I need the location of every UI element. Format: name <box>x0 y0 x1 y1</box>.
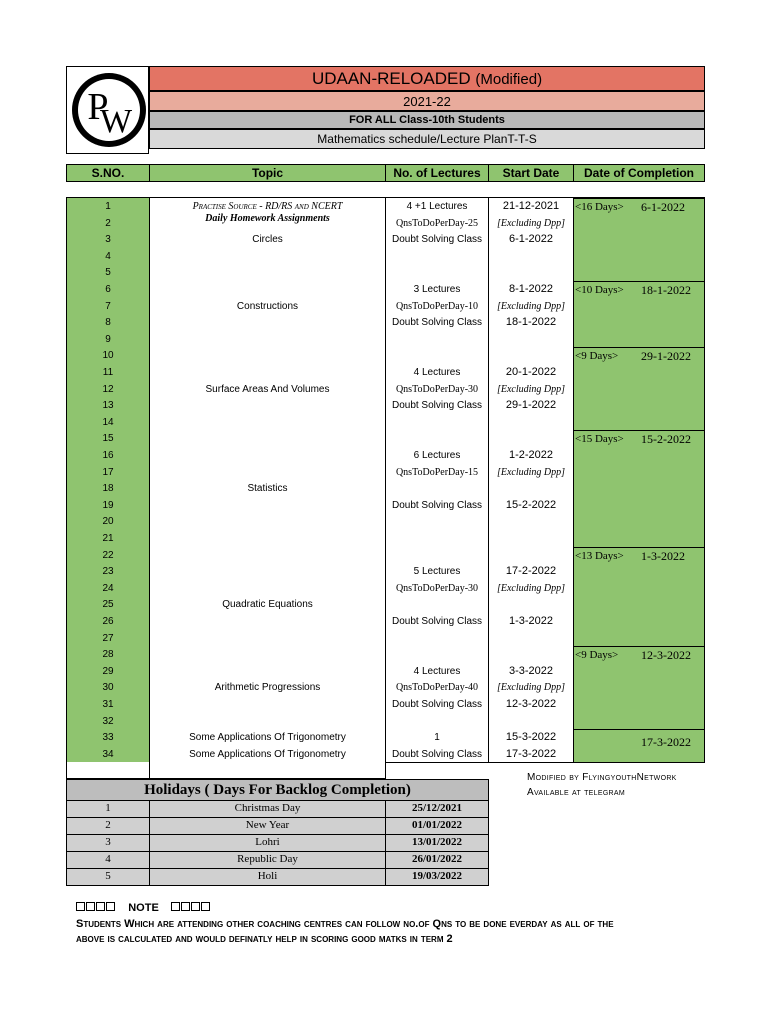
cell-topic-text: Constructions <box>236 301 299 312</box>
cell-lec-text: Doubt Solving Class <box>391 749 483 760</box>
cell-lec-text: Doubt Solving Class <box>391 616 483 627</box>
cell-sno-text: 32 <box>102 716 114 727</box>
cell-lec <box>385 414 489 431</box>
cell-sno-text: 16 <box>102 450 114 461</box>
cell-lec-text: Doubt Solving Class <box>391 317 483 328</box>
holiday-name: Holi <box>149 869 386 886</box>
holiday-date: 13/01/2022 <box>385 835 489 852</box>
cell-topic <box>149 331 386 348</box>
completion-days: <13 Days> <box>575 550 624 562</box>
svg-text:W: W <box>99 103 133 140</box>
cell-topic-text: Surface Areas And Volumes <box>205 384 330 395</box>
cell-lec-text: QnsToDoPerDay-10 <box>395 301 479 312</box>
cell-start <box>488 596 574 614</box>
cell-lec-text: 4 +1 Lectures <box>406 201 468 212</box>
cell-start-text: 17-2-2022 <box>505 565 557 577</box>
cell-lec-text: QnsToDoPerDay-30 <box>395 384 479 395</box>
cell-topic <box>149 547 386 564</box>
title-text: UDAAN-RELOADED <box>311 69 471 88</box>
cell-start <box>488 646 574 664</box>
cell-lec-text: 6 Lectures <box>413 450 461 461</box>
col-header-lectures: No. of Lectures <box>385 164 489 182</box>
cell-topic <box>149 447 386 465</box>
cell-sno-text: 4 <box>105 251 111 262</box>
cell-sno-text: 1 <box>105 201 111 212</box>
title-suffix: (Modified) <box>475 71 543 88</box>
cell-sno-text: 12 <box>102 384 114 395</box>
cell-start-text: 1-3-2022 <box>508 615 554 627</box>
cell-sno-text: 2 <box>105 218 111 229</box>
box-icon <box>171 902 180 911</box>
credit-line-1: Modified by FlyingyouthNetwork <box>527 772 677 783</box>
cell-lec <box>385 513 489 531</box>
cell-topic-text: Statistics <box>247 483 288 494</box>
cell-lec-text: QnsToDoPerDay-30 <box>395 583 479 594</box>
cell-topic-text: Quadratic Equations <box>222 599 313 610</box>
cell-start-text: [Excluding Dpp] <box>496 682 566 693</box>
cell-topic <box>149 580 386 597</box>
cell-start <box>488 264 574 282</box>
cell-topic <box>149 347 386 365</box>
cell-topic <box>149 513 386 531</box>
cell-start <box>488 547 574 564</box>
cell-lec <box>385 646 489 664</box>
cell-sno-text: 15 <box>102 433 114 444</box>
holiday-date: 26/01/2022 <box>385 852 489 869</box>
cell-sno-text: 22 <box>102 550 114 561</box>
completion-days: <10 Days> <box>575 284 624 296</box>
holiday-no: 2 <box>66 818 150 835</box>
cell-start <box>488 347 574 365</box>
cell-sno-text: 28 <box>102 649 114 660</box>
cell-sno-text: 8 <box>105 317 111 328</box>
subtitle-banner: Mathematics schedule/Lecture PlanT-T-S <box>149 129 705 149</box>
cell-lec <box>385 347 489 365</box>
box-icon <box>96 902 105 911</box>
note-heading <box>76 901 676 916</box>
cell-start <box>488 414 574 431</box>
cell-sno-text: 17 <box>102 467 114 478</box>
cell-sno-text: 3 <box>105 234 111 245</box>
cell-lec <box>385 248 489 265</box>
cell-sno-text: 6 <box>105 284 111 295</box>
cell-start-text: 8-1-2022 <box>508 283 554 295</box>
completion-days: <16 Days> <box>575 201 624 213</box>
cell-lec <box>385 331 489 348</box>
cell-topic-text: Some Applications Of Trigonometry <box>189 749 346 760</box>
box-icon <box>76 902 85 911</box>
cell-topic <box>149 646 386 664</box>
cell-lec-text: Doubt Solving Class <box>391 500 483 511</box>
completion-date: 6-1-2022 <box>641 200 685 214</box>
cell-topic <box>149 464 386 481</box>
cell-sno-text: 19 <box>102 500 114 511</box>
note-text: Students Which are attending other coaching centres can follow no.of Qns to be done everday as all of the above is calculated and would definatly help in scoring good matks in term 2 <box>76 918 614 945</box>
cell-sno-text: 30 <box>102 682 114 693</box>
cell-sno-text: 34 <box>102 749 114 760</box>
cell-start-text: 1-2-2022 <box>508 449 554 461</box>
holiday-date: 25/12/2021 <box>385 801 489 818</box>
cell-sno-text: 21 <box>102 533 114 544</box>
cell-start-text: [Excluding Dpp] <box>496 384 566 395</box>
cell-sno-text: 20 <box>102 516 114 527</box>
completion-date: 12-3-2022 <box>641 648 691 662</box>
cell-lec <box>385 596 489 614</box>
cell-topic <box>149 397 386 415</box>
cell-topic <box>149 364 386 382</box>
cell-sno-text: 9 <box>105 334 111 345</box>
cell-start-text: 20-1-2022 <box>505 366 557 378</box>
cell-start-text: 15-3-2022 <box>505 731 557 743</box>
cell-sno-text: 25 <box>102 599 114 610</box>
cell-lec-text: 1 <box>434 732 440 743</box>
cell-topic-text: Circles <box>252 234 283 245</box>
completion-days: <9 Days> <box>575 350 619 362</box>
cell-lec-text: QnsToDoPerDay-25 <box>395 218 479 229</box>
cell-lec-text: QnsToDoPerDay-15 <box>395 467 479 478</box>
page-title <box>149 66 705 91</box>
audience-banner: FOR ALL Class-10th Students <box>149 111 705 129</box>
completion-date: 17-3-2022 <box>641 735 691 749</box>
cell-sno-text: 10 <box>102 350 114 361</box>
holiday-name: New Year <box>149 818 386 835</box>
cell-sno-text: 23 <box>102 566 114 577</box>
cell-start-text: 21-12-2021 <box>502 200 560 212</box>
cell-lec <box>385 264 489 282</box>
cell-topic <box>149 630 386 647</box>
completion-date: 29-1-2022 <box>641 349 691 363</box>
cell-start-text: 17-3-2022 <box>505 748 557 760</box>
cell-start <box>488 713 574 730</box>
pw-logo <box>71 69 147 151</box>
holiday-no: 1 <box>66 801 150 818</box>
cell-lec-text: 3 Lectures <box>413 284 461 295</box>
holidays-title: Holidays ( Days For Backlog Completion) <box>66 779 489 801</box>
cell-start <box>488 430 574 448</box>
cell-sno-text: 18 <box>102 483 114 494</box>
cell-topic <box>149 281 386 299</box>
col-header-topic: Topic <box>149 164 386 182</box>
cell-lec <box>385 480 489 498</box>
cell-start-text: [Excluding Dpp] <box>496 583 566 594</box>
cell-lec <box>385 430 489 448</box>
box-icon <box>86 902 95 911</box>
cell-lec-text: Doubt Solving Class <box>391 234 483 245</box>
cell-topic-text: Practise Source - RD/RS and NCERT <box>192 201 343 212</box>
box-icon <box>106 902 115 911</box>
col-header-completion: Date of Completion <box>573 164 705 182</box>
cell-sno-text: 5 <box>105 267 111 278</box>
cell-sno-text: 11 <box>102 367 114 378</box>
holiday-date: 19/03/2022 <box>385 869 489 886</box>
cell-sno-text: 29 <box>102 666 114 677</box>
col-header-start: Start Date <box>488 164 574 182</box>
cell-topic <box>149 414 386 431</box>
cell-start <box>488 248 574 265</box>
cell-start <box>488 480 574 498</box>
cell-lec-text: Doubt Solving Class <box>391 699 483 710</box>
cell-sno-text: 33 <box>102 732 114 743</box>
cell-topic <box>149 613 386 631</box>
cell-topic <box>149 314 386 332</box>
cell-topic <box>149 248 386 265</box>
cell-sno-text: 26 <box>102 616 114 627</box>
cell-start-text: 3-3-2022 <box>508 665 554 677</box>
cell-blank <box>66 762 150 779</box>
cell-start <box>488 530 574 548</box>
holiday-no: 5 <box>66 869 150 886</box>
cell-sno-text: 27 <box>102 633 114 644</box>
cell-topic <box>149 563 386 581</box>
cell-lec-text: 4 Lectures <box>413 666 461 677</box>
cell-start-text: [Excluding Dpp] <box>496 218 566 229</box>
cell-blank <box>149 762 386 779</box>
holiday-name: Christmas Day <box>149 801 386 818</box>
completion-date: 1-3-2022 <box>641 549 685 563</box>
cell-start <box>488 331 574 348</box>
holiday-date: 01/01/2022 <box>385 818 489 835</box>
cell-sno-text: 7 <box>105 301 111 312</box>
holiday-name: Lohri <box>149 835 386 852</box>
cell-topic <box>149 696 386 714</box>
svg-text:P: P <box>87 86 109 128</box>
note-label: NOTE <box>128 902 159 914</box>
box-icon <box>201 902 210 911</box>
cell-start-text: 18-1-2022 <box>505 316 557 328</box>
cell-start-text: 15-2-2022 <box>505 499 557 511</box>
cell-lec <box>385 530 489 548</box>
credit-line-2: Available at telegram <box>527 787 626 798</box>
cell-lec <box>385 547 489 564</box>
cell-lec-text: 4 Lectures <box>413 367 461 378</box>
cell-lec-text: QnsToDoPerDay-40 <box>395 682 479 693</box>
cell-start-text: 29-1-2022 <box>505 399 557 411</box>
completion-date: 18-1-2022 <box>641 283 691 297</box>
cell-lec-text: 5 Lectures <box>413 566 461 577</box>
box-icon <box>181 902 190 911</box>
cell-lec-text: Doubt Solving Class <box>391 400 483 411</box>
cell-topic-text: Daily Homework Assignments <box>205 213 330 224</box>
cell-start-text: 6-1-2022 <box>508 233 554 245</box>
holiday-no: 4 <box>66 852 150 869</box>
cell-start-text: [Excluding Dpp] <box>496 467 566 478</box>
cell-lec <box>385 713 489 730</box>
year-banner: 2021-22 <box>149 91 705 111</box>
completion-date: 15-2-2022 <box>641 432 691 446</box>
cell-sno-text: 14 <box>102 417 114 428</box>
box-icon <box>191 902 200 911</box>
completion-days: <15 Days> <box>575 433 624 445</box>
holiday-no: 3 <box>66 835 150 852</box>
cell-start-text: [Excluding Dpp] <box>496 301 566 312</box>
cell-topic <box>149 430 386 448</box>
completion-days: <9 Days> <box>575 649 619 661</box>
cell-topic <box>149 713 386 730</box>
cell-topic <box>149 264 386 282</box>
logo-cell <box>66 66 149 154</box>
cell-topic-text: Some Applications Of Trigonometry <box>189 732 346 743</box>
cell-start <box>488 630 574 647</box>
cell-topic-text: Arithmetic Progressions <box>214 682 321 693</box>
cell-topic <box>149 497 386 514</box>
cell-topic <box>149 663 386 680</box>
col-header-sno: S.NO. <box>66 164 150 182</box>
completion-cell <box>573 430 705 548</box>
cell-start-text: 12-3-2022 <box>505 698 557 710</box>
cell-topic <box>149 530 386 548</box>
cell-lec <box>385 630 489 647</box>
holiday-name: Republic Day <box>149 852 386 869</box>
cell-sno-text: 31 <box>102 699 114 710</box>
cell-sno-text: 13 <box>102 400 114 411</box>
cell-start <box>488 513 574 531</box>
cell-sno-text: 24 <box>102 583 114 594</box>
